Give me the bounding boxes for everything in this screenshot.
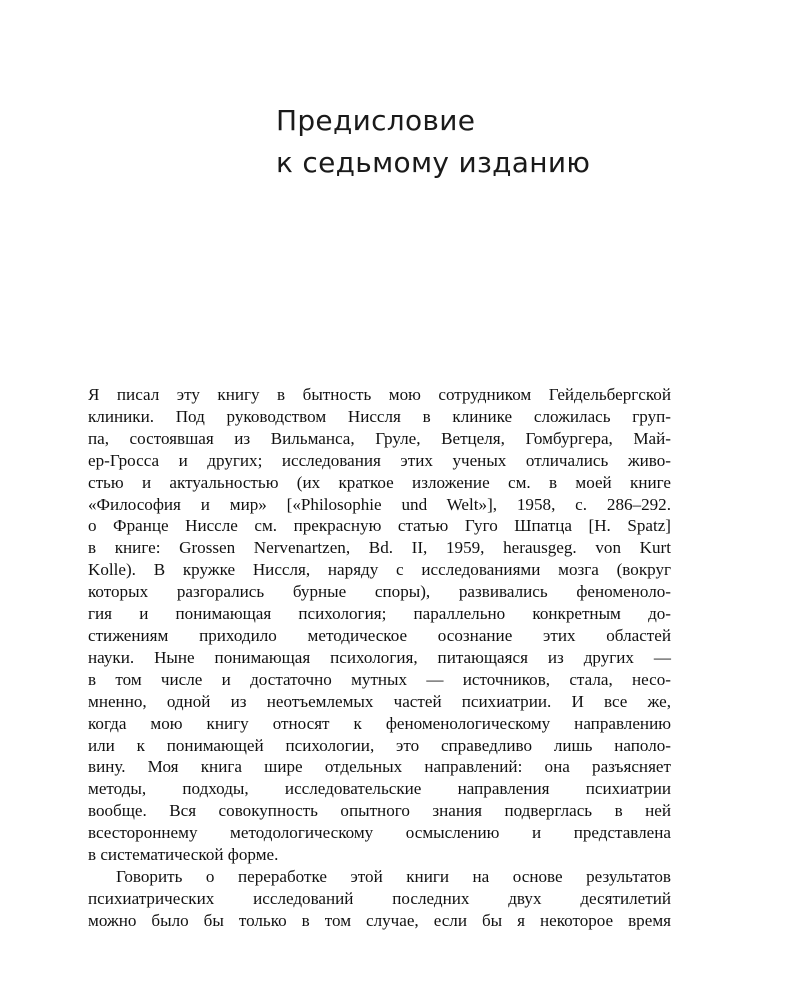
text-line: науки. Ныне понимающая психология, питающаяся из других — bbox=[88, 647, 671, 667]
text-line: в книге: Grossen Nervenartzen, Bd. II, 1959, herausgeg. von Kurt bbox=[88, 538, 671, 558]
text-line: ер-Гросса и других; исследования этих ученых отличались живо- bbox=[88, 450, 671, 470]
text-line: Говорить о переработке этой книги на основе результатов bbox=[116, 866, 671, 886]
text-line: всестороннему методологическому осмыслению и представлена bbox=[88, 823, 671, 843]
text-line: можно было бы только в том случае, если бы я некоторое время bbox=[88, 910, 671, 930]
paragraph-1 bbox=[88, 384, 671, 866]
text-line: вину. Моя книга шире отдельных направлений: она разъясняет bbox=[88, 757, 671, 777]
heading-line-1: Предисловие bbox=[276, 104, 476, 137]
text-line: в систематической форме. bbox=[88, 845, 279, 865]
text-line: вообще. Вся совокупность опытного знания подверглась в ней bbox=[88, 801, 671, 821]
text-line: гия и понимающая психология; параллельно конкретным до- bbox=[88, 604, 671, 624]
text-line: Я писал эту книгу в бытность мою сотрудником Гейдельбергской bbox=[88, 385, 671, 404]
text-line: клиники. Под руководством Ниссля в клинике сложилась груп- bbox=[88, 406, 671, 426]
text-line: стью и актуальностью (их краткое изложение см. в моей книге bbox=[88, 472, 671, 492]
text-line: психиатрических исследований последних двух десятилетий bbox=[88, 888, 671, 908]
text-line: о Франце Ниссле см. прекрасную статью Гуго Шпатца [H. Spatz] bbox=[88, 516, 671, 536]
text-line: методы, подходы, исследовательские направления психиатрии bbox=[88, 779, 671, 799]
text-line: в том числе и достаточно мутных — источников, стала, несо- bbox=[88, 669, 671, 689]
text-line: которых разгорались бурные споры), развивались феноменоло- bbox=[88, 582, 671, 602]
text-line: Kolle). В кружке Ниссля, наряду с исследованиями мозга (вокруг bbox=[88, 560, 671, 580]
text-line: па, состоявшая из Вильманса, Груле, Ветцеля, Гомбургера, Май- bbox=[88, 428, 671, 448]
body-text bbox=[88, 384, 671, 932]
text-line: стижениям приходило методическое осознание этих областей bbox=[88, 625, 671, 645]
heading-line-2: к седьмому изданию bbox=[276, 146, 591, 179]
chapter-heading bbox=[276, 100, 696, 184]
text-line: «Философия и мир» [«Philosophie und Welt»], 1958, с. 286–292. bbox=[88, 494, 671, 514]
text-line: когда мою книгу относят к феноменологическому направлению bbox=[88, 713, 671, 733]
paragraph-2 bbox=[88, 866, 671, 932]
text-line: или к понимающей психологии, это справедливо лишь наполо- bbox=[88, 735, 671, 755]
text-line: мненно, одной из неотъемлемых частей психиатрии. И все же, bbox=[88, 691, 671, 711]
